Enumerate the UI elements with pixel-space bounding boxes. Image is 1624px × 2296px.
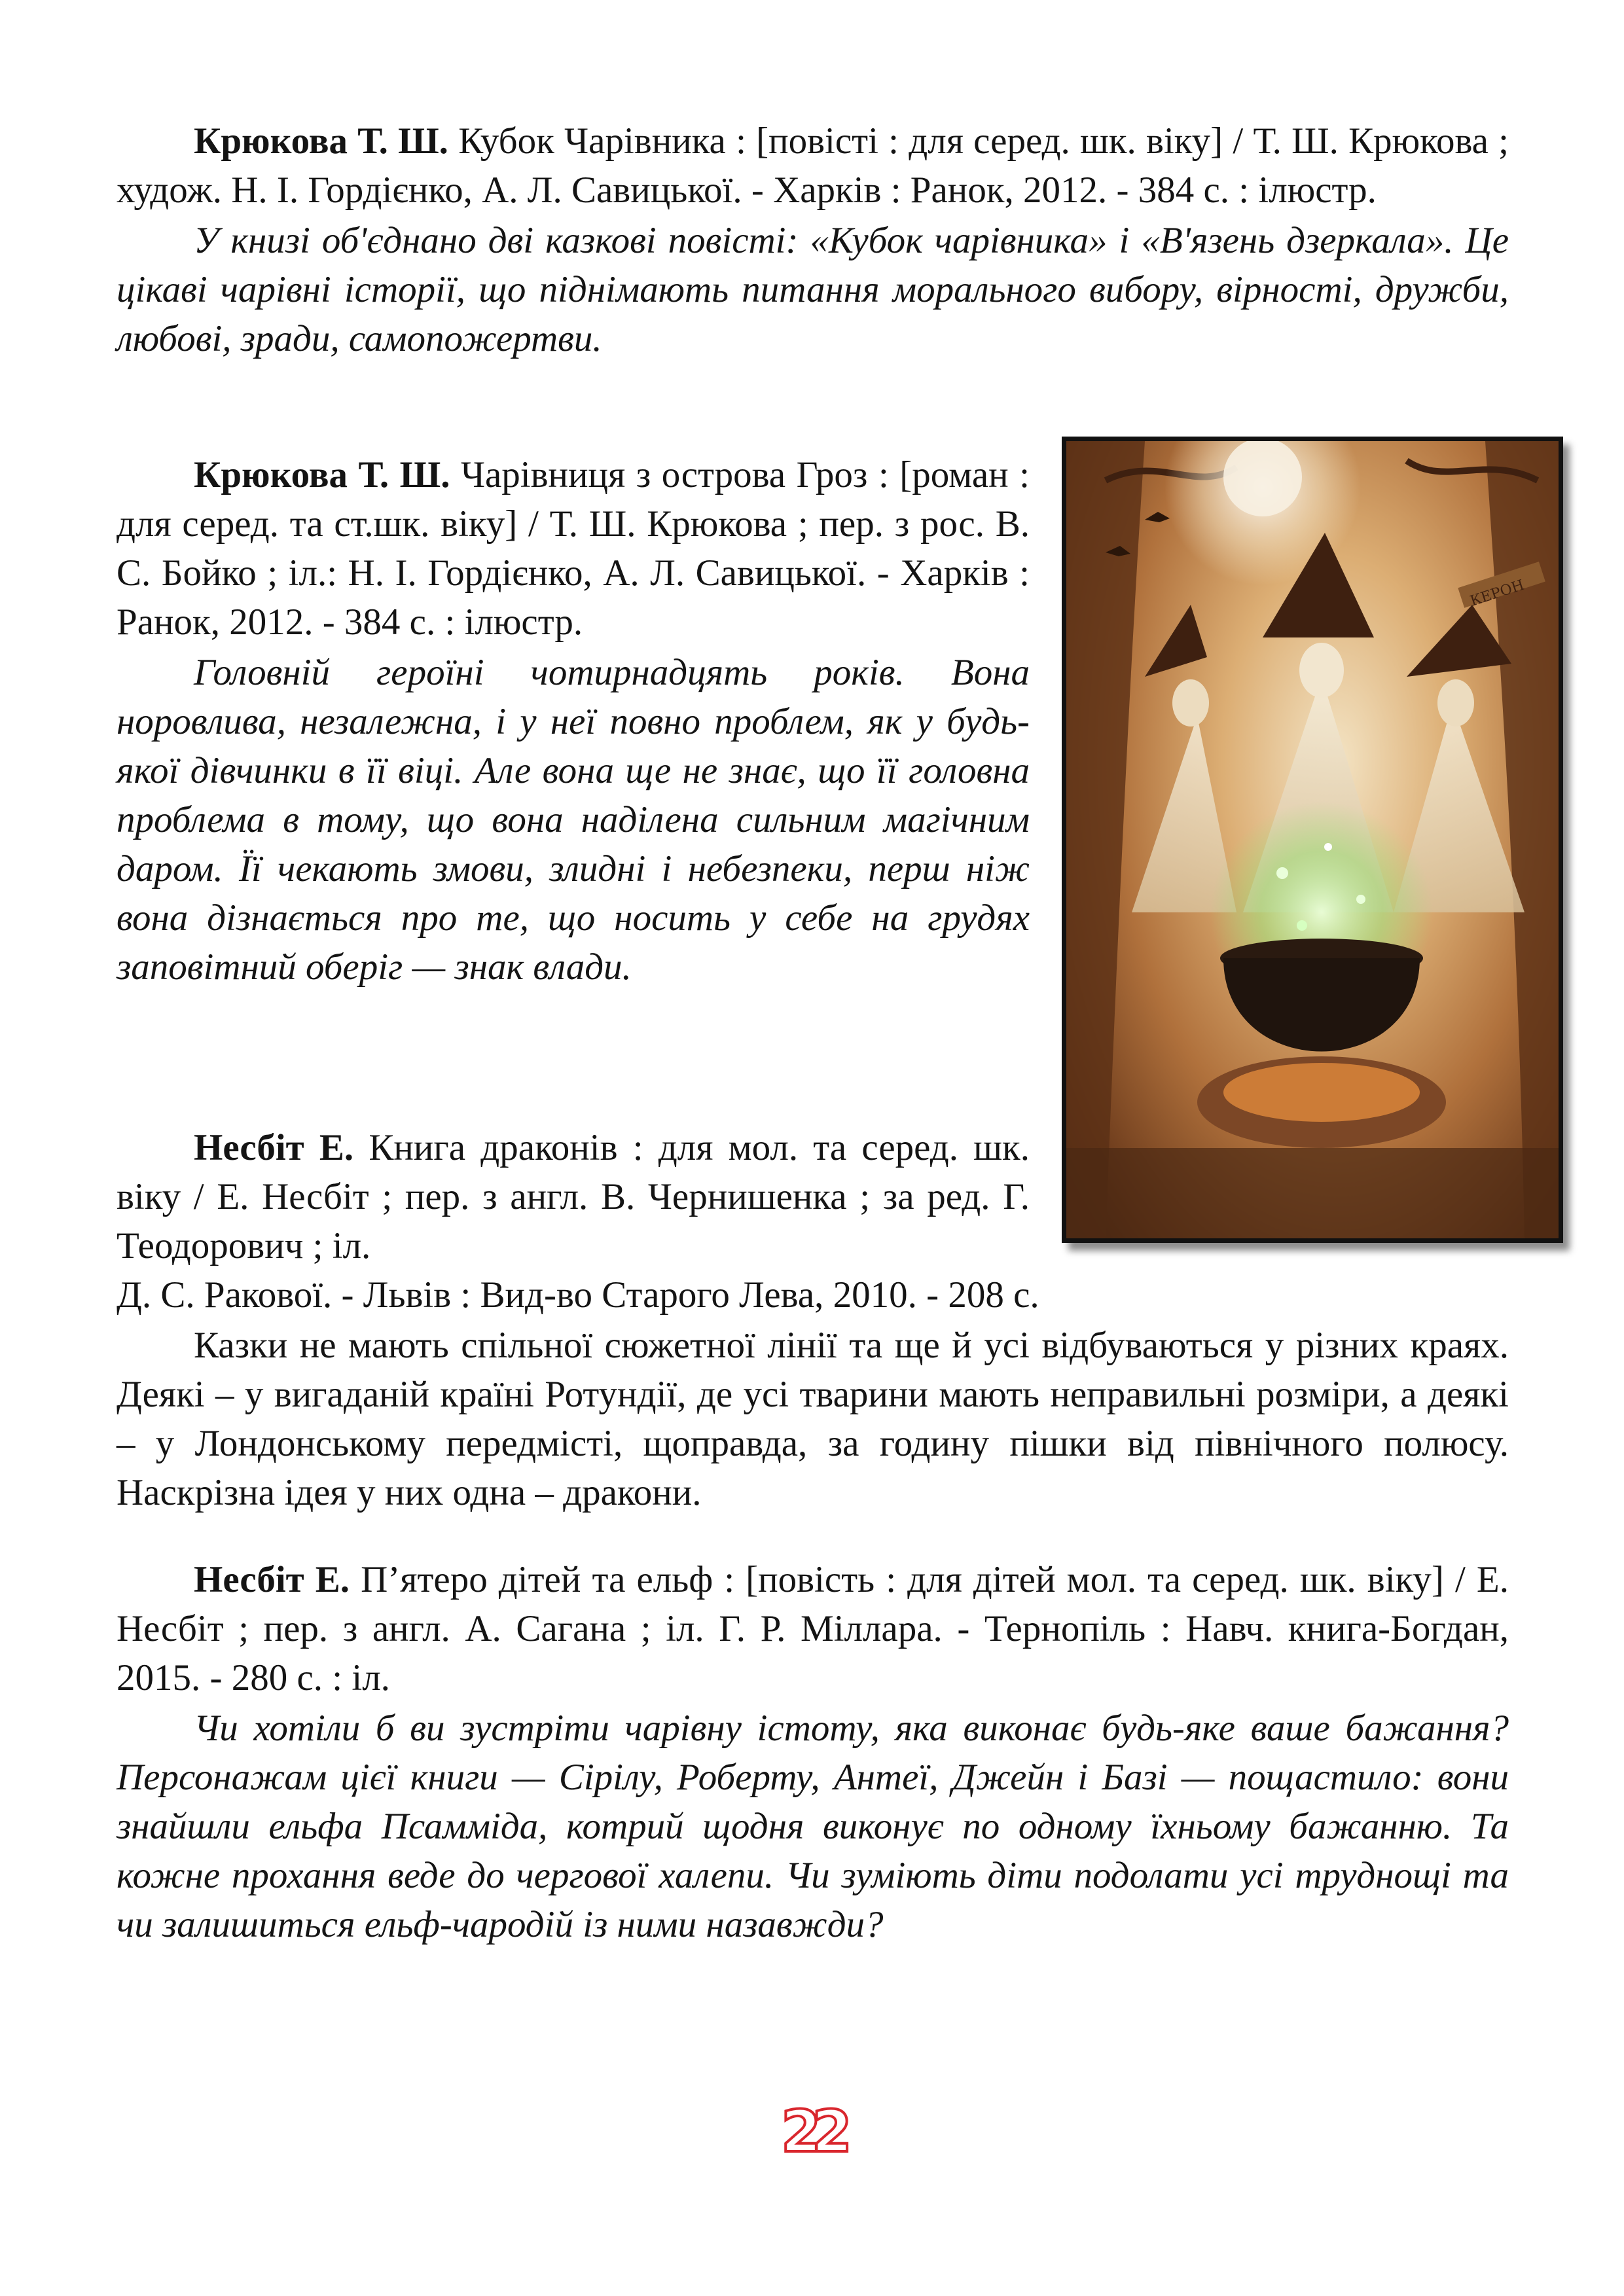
book-cover-illustration (1062, 437, 1563, 1243)
entry-author: Крюкова Т. Ш. (194, 454, 450, 495)
entry-citation-continued: Д. С. Ракової. - Львів : Вид-во Старого Лева, 2010. - 208 с. (117, 1274, 1039, 1316)
bibliography-entry (117, 1123, 1509, 1517)
entry-author: Несбіт Е. (194, 1559, 350, 1600)
entry-citation (117, 117, 1509, 215)
page-number: 22 (781, 2098, 843, 2165)
bibliography-entry (117, 450, 1030, 992)
entry-citation (117, 1123, 1030, 1270)
witches-cauldron-picture (1066, 441, 1559, 1238)
bibliography-entry (117, 1555, 1509, 1949)
entry-citation-text: Кубок Чарівника : [повісті : для серед. шк. віку] / Т. Ш. Крюкова ; худож. Н. І. Гордієнко, А. Л. Савицької. - Харків : Ранок, 2012. - 384 с. : ілюстр. (117, 120, 1509, 211)
entry-citation (117, 1555, 1509, 1702)
entry-annotation: Чи хотіли б ви зустріти чарівну істоту, яка виконає будь-яке ваше бажання? Персонажам цієї книги — Сірілу, Роберту, Антеї, Джейн і Базі — пощастило: вони знайшли ельфа Псамміда, котрий щодня виконує по одному їхньому бажанню. Та кожне прохання веде до чергової халепи. Чи зуміють діти подолати усі труднощі та чи залишиться ельф-чародій із ними назавжди? (117, 1708, 1509, 1945)
entry-citation-text: Книга драконів : для мол. та серед. шк. віку / Е. Несбіт ; пер. з англ. В. Чернишенка ; за ред. Г. Теодорович ; іл. (117, 1127, 1030, 1266)
entry-citation (117, 450, 1030, 647)
bibliography-entry (117, 117, 1509, 363)
entry-author: Крюкова Т. Ш. (194, 120, 448, 162)
entry-description: Казки не мають спільної сюжетної лінії та ще й усі відбуваються у різних краях. Деякі – у вигаданій країні Ротундії, де усі тварини мають неправильні розміри, а деякі – у Лондонському передмісті, щоправда, за годину пішки від північного полюсу. Наскрізна ідея у них одна – дракони. (117, 1325, 1509, 1513)
entry-annotation: Головній героїні чотирнадцять років. Вона норовлива, незалежна, і у неї повно проблем, як у будь-якої дівчинки в її віці. Але вона ще не знає, що її головна проблема в тому, що вона наділена сильним магічним даром. Її чекають змови, злидні і небезпеки, перш ніж вона дізнається про те, що носить у себе на грудях заповітний оберіг — знак влади. (117, 652, 1030, 988)
entry-citation-text: Чарівниця з острова Гроз : [роман : для серед. та ст.шк. віку] / Т. Ш. Крюкова ; пер. з рос. В. С. Бойко ; іл.: Н. І. Гордієнко, А. Л. Савицької. - Харків : Ранок, 2012. - 384 с. : ілюстр. (117, 454, 1030, 643)
signpost-label: КЕРОН (1468, 577, 1526, 610)
entry-annotation: У книзі об'єднано дві казкові повісті: «Кубок чарівника» і «В'язень дзеркала». Це цікаві чарівні історії, що піднімають питання морального вибору, вірності, дружби, любові, зради, самопожертви. (117, 220, 1509, 359)
entry-author: Несбіт Е. (194, 1127, 354, 1168)
entry-citation-text: П’ятеро дітей та ельф : [повість : для дітей мол. та серед. шк. віку] / Е. Несбіт ; пер. з англ. А. Сагана ; іл. Г. Р. Міллара. - Тернопіль : Навч. книга-Богдан, 2015. - 280 с. : іл. (117, 1559, 1509, 1698)
